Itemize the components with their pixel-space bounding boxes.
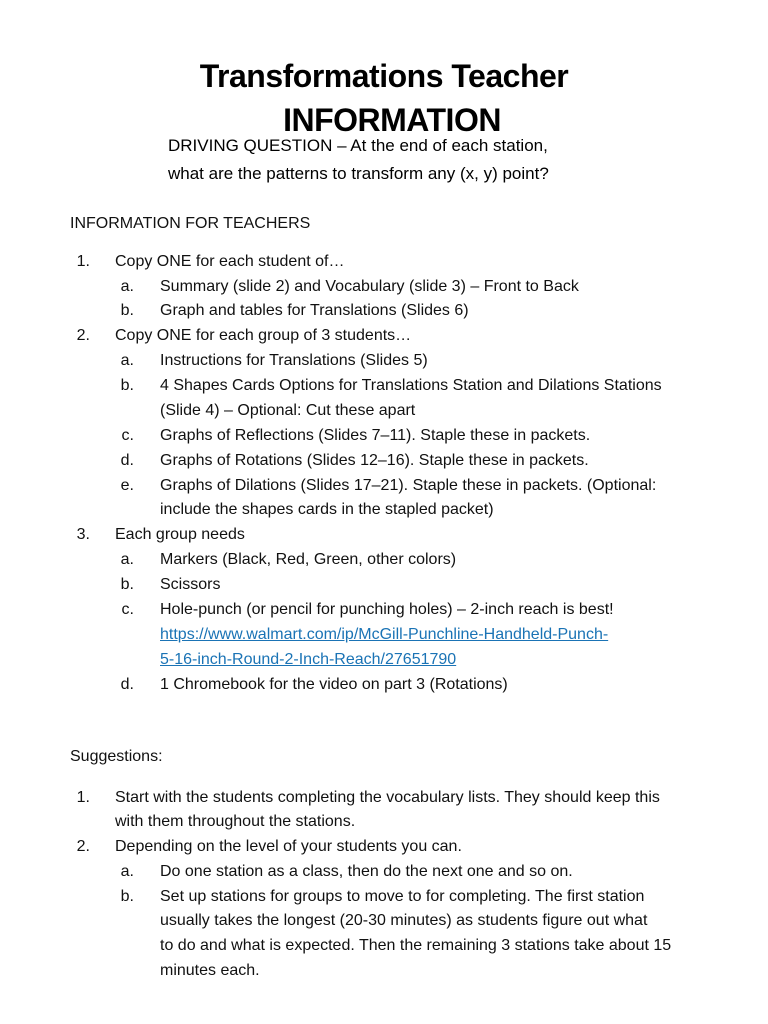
list-number: b.: [120, 377, 134, 394]
list-text: Do one station as a class, then do the next one and so on.: [160, 863, 573, 880]
list-text: 4 Shapes Cards Options for Translations Station and Dilations Stations: [160, 377, 662, 394]
list-number: 2.: [76, 327, 90, 344]
list-text: with them throughout the stations.: [115, 813, 356, 830]
list-number: b.: [120, 888, 134, 905]
list-number: b.: [120, 302, 134, 319]
walmart-link[interactable]: https://www.walmart.com/ip/McGill-Punchline-Handheld-Punch-: [160, 626, 609, 643]
list-text: (Slide 4) – Optional: Cut these apart: [160, 402, 416, 419]
list-number: 1.: [76, 789, 90, 806]
walmart-link-continued[interactable]: 5-16-inch-Round-2-Inch-Reach/27651790: [160, 651, 457, 668]
driving-question-line-1: DRIVING QUESTION – At the end of each station,: [168, 136, 548, 155]
list-number: 1.: [76, 253, 90, 270]
list-number: 2.: [76, 838, 90, 855]
list-text: Graphs of Rotations (Slides 12–16). Staple these in packets.: [160, 452, 589, 469]
driving-question: [168, 132, 758, 188]
list-text: Hole-punch (or pencil for punching holes) – 2-inch reach is best!: [160, 601, 614, 618]
list-text: Markers (Black, Red, Green, other colors): [160, 551, 457, 568]
list-number: e.: [120, 477, 134, 494]
list-number: 3.: [76, 526, 90, 543]
list-text: Copy ONE for each student of…: [115, 253, 345, 270]
list-number: b.: [120, 576, 134, 593]
list-number: a.: [120, 352, 134, 369]
suggestions-heading: Suggestions:: [70, 748, 163, 765]
list-text: minutes each.: [160, 962, 260, 979]
list-text: Scissors: [160, 576, 221, 593]
list-text: Set up stations for groups to move to for completing. The first station: [160, 888, 645, 905]
title-line-1: Transformations Teacher: [199, 58, 569, 94]
list-text: Graph and tables for Translations (Slides 6): [160, 302, 469, 319]
list-text: include the shapes cards in the stapled packet): [160, 501, 494, 518]
list-text: usually takes the longest (20-30 minutes) as students figure out what: [160, 912, 648, 929]
list-text: 1 Chromebook for the video on part 3 (Rotations): [160, 676, 508, 693]
title-line-2: INFORMATION: [283, 102, 501, 138]
list-text: Graphs of Dilations (Slides 17–21). Staple these in packets. (Optional:: [160, 477, 657, 494]
list-number: a.: [120, 551, 134, 568]
list-text: Graphs of Reflections (Slides 7–11). Staple these in packets.: [160, 427, 591, 444]
list-number: a.: [120, 278, 134, 295]
list-text: Depending on the level of your students you can.: [115, 838, 462, 855]
list-text: Copy ONE for each group of 3 students…: [115, 327, 412, 344]
list-number: c.: [121, 601, 134, 618]
list-text: Instructions for Translations (Slides 5): [160, 352, 428, 369]
list-number: d.: [120, 452, 134, 469]
list-number: c.: [121, 427, 134, 444]
list-number: d.: [120, 676, 134, 693]
list-number: a.: [120, 863, 134, 880]
list-text: Summary (slide 2) and Vocabulary (slide 3) – Front to Back: [160, 278, 579, 295]
list-text: Each group needs: [115, 526, 245, 543]
list-text: to do and what is expected. Then the remaining 3 stations take about 15: [160, 937, 672, 954]
driving-question-line-2: what are the patterns to transform any (x, y) point?: [168, 164, 549, 183]
teachers-heading: INFORMATION FOR TEACHERS: [70, 215, 311, 232]
list-text: Start with the students completing the vocabulary lists. They should keep this: [115, 789, 660, 806]
